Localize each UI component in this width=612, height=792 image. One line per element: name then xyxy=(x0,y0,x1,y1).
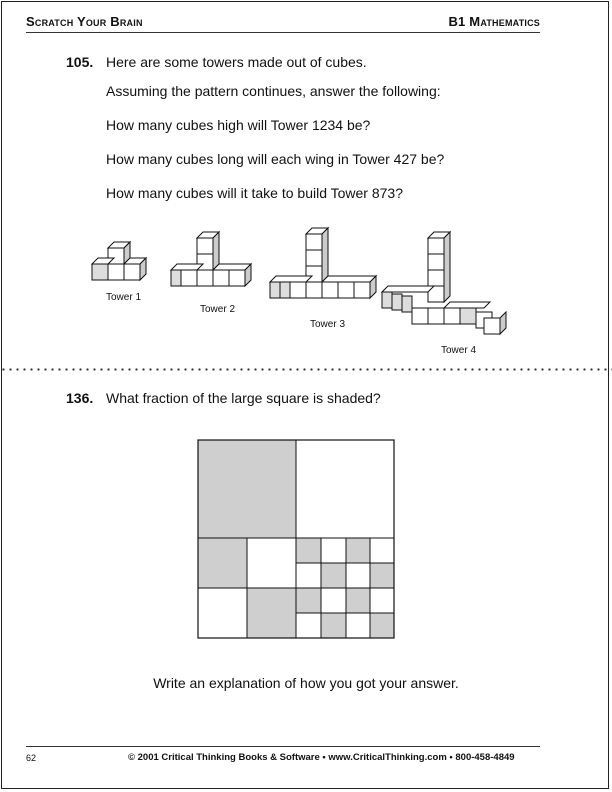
tower-1-figure xyxy=(92,242,146,280)
cell xyxy=(247,588,296,638)
cell xyxy=(346,538,370,563)
tower-3-figure xyxy=(270,228,376,298)
problem-136-question: What fraction of the large square is shaded? xyxy=(106,390,381,406)
problem-136-number: 136. xyxy=(66,390,94,406)
footer-rule xyxy=(26,746,540,747)
cell xyxy=(370,613,394,638)
problem-105-question-2: How many cubes long will each wing in Tower 427 be? xyxy=(106,151,445,167)
explanation-prompt: Write an explanation of how you got your answer. xyxy=(153,675,459,691)
cell xyxy=(247,538,296,588)
page-number: 62 xyxy=(26,753,37,763)
cell xyxy=(370,538,394,563)
tower-4-label: Tower 4 xyxy=(441,345,477,356)
cell xyxy=(346,613,370,638)
cell xyxy=(346,563,370,588)
header-book-title: Scratch Your Brain xyxy=(26,14,143,29)
cell xyxy=(296,588,321,613)
problem-105-question-1: How many cubes high will Tower 1234 be? xyxy=(106,117,371,133)
cell xyxy=(370,588,394,613)
shaded-square-figure xyxy=(196,438,398,642)
tower-4-figure xyxy=(382,232,506,334)
tower-3-label: Tower 3 xyxy=(310,319,346,330)
cell xyxy=(321,613,346,638)
cell xyxy=(321,563,346,588)
square-top-left xyxy=(198,440,296,538)
problem-105-intro: Here are some towers made out of cubes. xyxy=(106,54,367,70)
problem-105-instruction: Assuming the pattern continues, answer the following: xyxy=(106,83,441,99)
cell xyxy=(296,538,321,563)
tower-2-label: Tower 2 xyxy=(200,304,236,315)
cell xyxy=(321,538,346,563)
square-top-right xyxy=(296,440,394,538)
cell xyxy=(321,588,346,613)
cell xyxy=(198,538,247,588)
cell xyxy=(198,588,247,638)
problem-105-question-3: How many cubes will it take to build Tower 873? xyxy=(106,185,404,201)
towers-illustration xyxy=(80,222,510,342)
header-rule xyxy=(26,32,540,33)
cell xyxy=(346,588,370,613)
cell xyxy=(370,563,394,588)
cell xyxy=(296,613,321,638)
problem-105-number: 105. xyxy=(66,54,94,70)
copyright-line: © 2001 Critical Thinking Books & Software • www.CriticalThinking.com • 800-458-4849 xyxy=(128,752,515,763)
tower-2-figure xyxy=(171,232,251,286)
header-subject: B1 Mathematics xyxy=(448,14,540,29)
tower-1-label: Tower 1 xyxy=(106,292,142,303)
cell xyxy=(296,563,321,588)
dotted-separator xyxy=(0,368,612,371)
